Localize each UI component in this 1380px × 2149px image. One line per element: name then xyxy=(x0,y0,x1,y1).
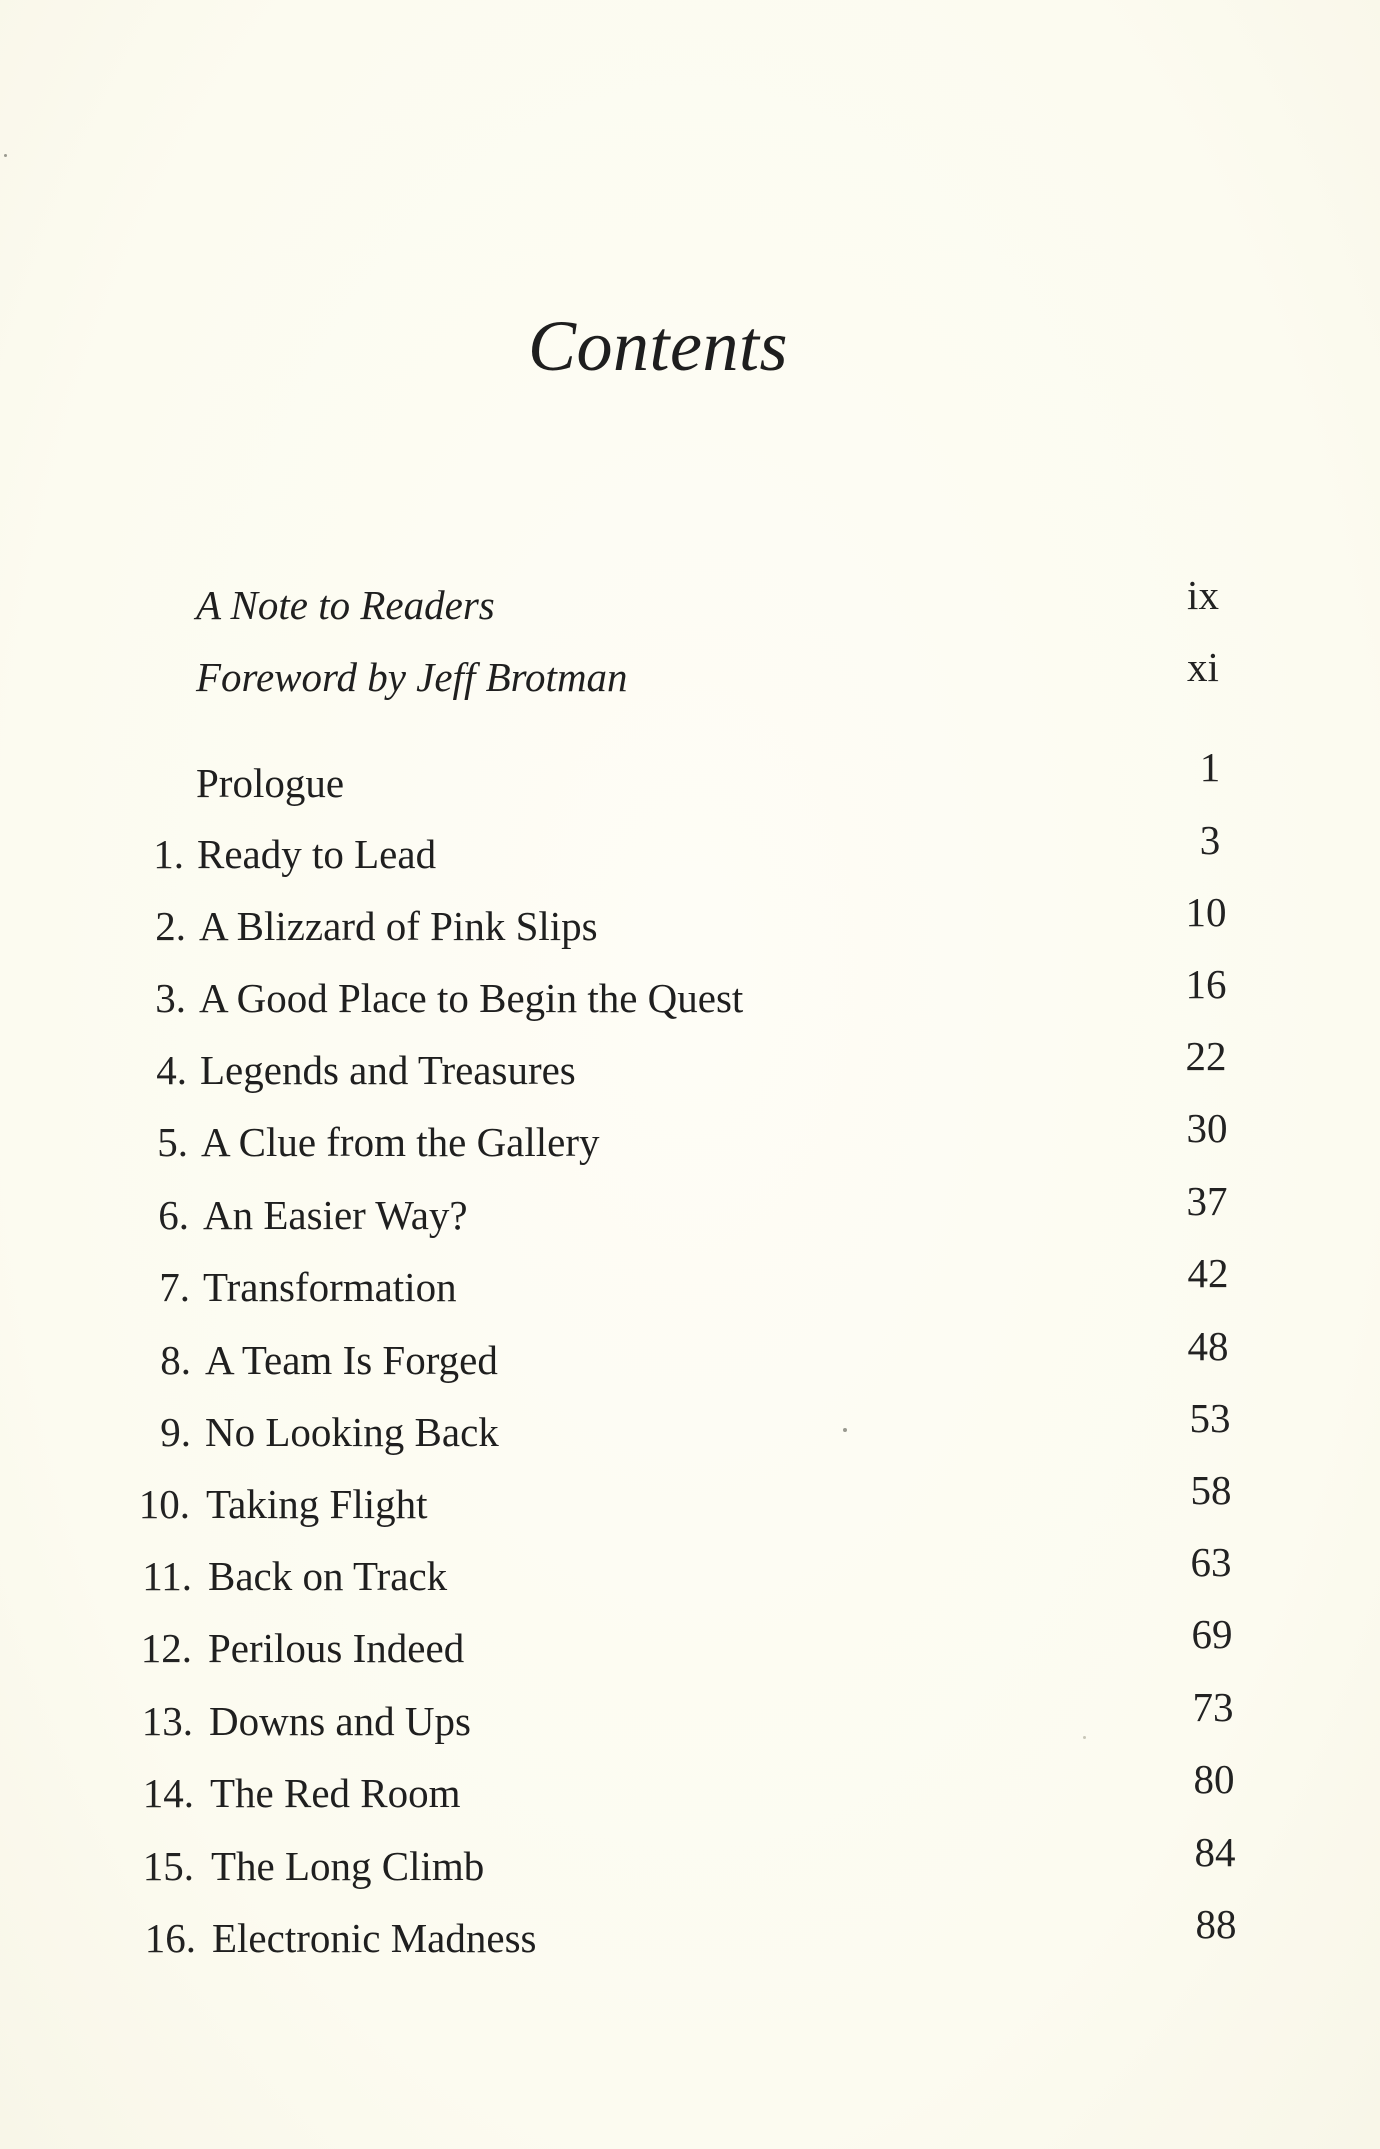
toc-entry-label: A Team Is Forged xyxy=(205,1337,498,1383)
toc-entry-label: Back on Track xyxy=(208,1553,448,1599)
toc-entry-chapter xyxy=(0,1467,1380,1534)
toc-entry-label: An Easier Way? xyxy=(203,1192,468,1238)
toc-entry-label: Taking Flight xyxy=(206,1481,428,1527)
toc-entry-number: 5. xyxy=(157,1119,188,1165)
toc-entry-page: 63 xyxy=(1190,1539,1232,1585)
toc-entry-chapter xyxy=(0,1756,1380,1823)
toc-entry-label: The Red Room xyxy=(210,1770,461,1816)
toc-entry-number: 8. xyxy=(160,1337,191,1383)
toc-entry-number: 10. xyxy=(138,1481,190,1527)
toc-entry-number: 13. xyxy=(141,1698,193,1744)
toc-entry-page: 30 xyxy=(1186,1105,1228,1151)
toc-entry-page: 42 xyxy=(1187,1250,1229,1296)
toc-entry-chapter xyxy=(0,1611,1380,1678)
toc-entry-chapter xyxy=(0,889,1380,956)
toc-entry-label: A Blizzard of Pink Slips xyxy=(199,903,598,949)
toc-entry-label: Downs and Ups xyxy=(209,1698,471,1744)
toc-entry-number: 7. xyxy=(159,1264,190,1310)
toc-entry-page: ix xyxy=(1187,572,1219,618)
toc-entry-number: 16. xyxy=(144,1915,196,1961)
scan-speck xyxy=(843,1428,847,1432)
toc-entry-number: 9. xyxy=(160,1409,191,1455)
toc-entry-chapter xyxy=(0,1829,1380,1896)
toc-entry-page: 58 xyxy=(1190,1467,1232,1513)
toc-entry-number: 1. xyxy=(153,831,184,877)
toc-entry-note-to-readers xyxy=(0,572,1380,635)
toc-entry-chapter xyxy=(0,1250,1380,1317)
toc-entry-number: 15. xyxy=(142,1843,194,1889)
toc-entry-chapter xyxy=(0,1901,1380,1968)
toc-entry-number: 14. xyxy=(142,1770,194,1816)
toc-entry-chapter xyxy=(0,1395,1380,1462)
toc-entry-number: 2. xyxy=(155,903,186,949)
toc-entry-label: The Long Climb xyxy=(211,1843,485,1889)
toc-entry-label: Foreword by Jeff Brotman xyxy=(196,654,628,700)
toc-entry-page: 10 xyxy=(1185,889,1227,935)
toc-entry-chapter xyxy=(0,1539,1380,1606)
toc-entry-chapter xyxy=(0,1684,1380,1751)
toc-entry-chapter xyxy=(0,1178,1380,1245)
toc-entry-page: 3 xyxy=(1199,817,1221,863)
toc-entry-label: Electronic Madness xyxy=(212,1915,537,1961)
toc-entry-page: 53 xyxy=(1189,1395,1231,1441)
toc-entry-chapter xyxy=(0,961,1380,1028)
toc-entry-chapter xyxy=(0,1105,1380,1172)
toc-entry-label: Transformation xyxy=(203,1264,457,1310)
toc-entry-page: 88 xyxy=(1195,1901,1237,1947)
toc-entry-page: 48 xyxy=(1187,1323,1229,1369)
toc-entry-page: 80 xyxy=(1193,1756,1235,1802)
toc-entry-page: 16 xyxy=(1185,961,1227,1007)
toc-entry-label: Legends and Treasures xyxy=(200,1047,576,1093)
scan-speck xyxy=(4,154,7,157)
toc-entry-prologue xyxy=(0,744,1380,813)
page-title: Contents xyxy=(527,306,788,386)
toc-entry-chapter xyxy=(0,1033,1380,1100)
toc-entry-page: 1 xyxy=(1199,744,1221,790)
toc-entry-label: Ready to Lead xyxy=(197,831,437,877)
toc-entry-label: No Looking Back xyxy=(205,1409,499,1455)
toc-entry-foreword xyxy=(0,644,1380,707)
scan-speck xyxy=(1083,1736,1086,1739)
toc-entry-page: 84 xyxy=(1194,1829,1236,1875)
toc-entry-page: 37 xyxy=(1186,1178,1228,1224)
toc-entry-number: 12. xyxy=(140,1625,192,1671)
toc-entry-number: 4. xyxy=(156,1047,187,1093)
toc-entry-page: xi xyxy=(1187,644,1219,690)
toc-entry-label: Perilous Indeed xyxy=(208,1625,465,1671)
toc-entry-label: A Clue from the Gallery xyxy=(201,1119,600,1165)
toc-entry-chapter xyxy=(0,1323,1380,1390)
toc-entry-label: A Good Place to Begin the Quest xyxy=(199,975,744,1021)
toc-entry-number: 6. xyxy=(158,1192,189,1238)
toc-entry-page: 73 xyxy=(1192,1684,1234,1730)
toc-entry-number: 11. xyxy=(142,1553,192,1599)
toc-entry-number: 3. xyxy=(155,975,186,1021)
toc-entry-label: Prologue xyxy=(196,760,345,806)
toc-entry-chapter xyxy=(0,817,1380,884)
toc-entry-label: A Note to Readers xyxy=(196,582,495,628)
toc-entry-page: 69 xyxy=(1191,1611,1233,1657)
toc-entry-page: 22 xyxy=(1185,1033,1227,1079)
